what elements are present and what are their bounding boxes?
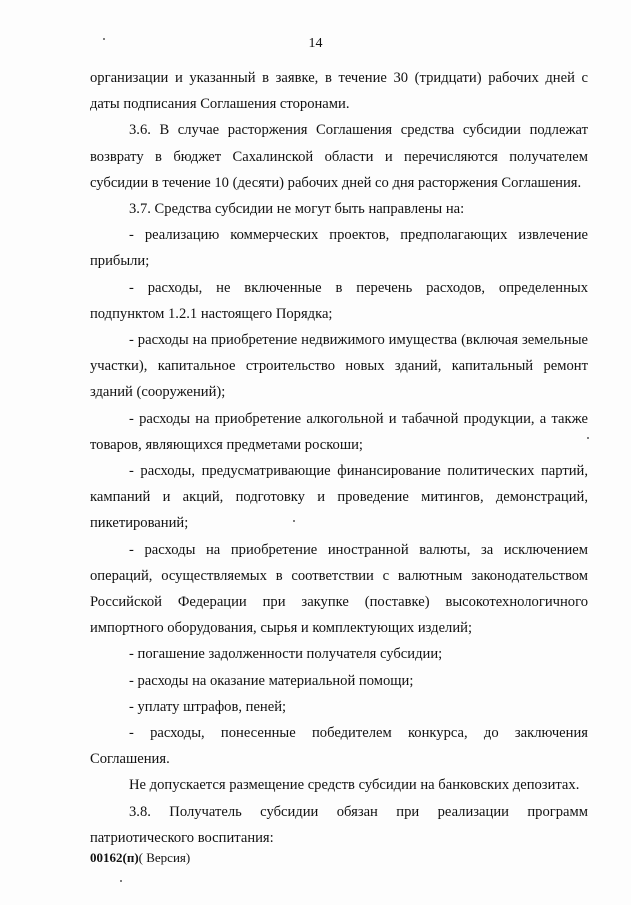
page-number: 14 bbox=[308, 36, 323, 51]
list-item: - расходы, предусматривающие финансирование политических партий, кампаний и акций, подготовку и проведение митингов, демонстраций, пикетирований; bbox=[90, 463, 588, 532]
list-item: - расходы на приобретение недвижимого имущества (включая земельные участки), капитальное строительство новых зданий, капитальный ремонт зданий (сооружений); bbox=[90, 332, 588, 401]
paragraph: 3.8. Получатель субсидии обязан при реализации программ патриотического воспитания: bbox=[90, 803, 588, 846]
scan-speck bbox=[120, 880, 122, 882]
scan-speck bbox=[103, 38, 105, 40]
document-footer bbox=[90, 850, 190, 866]
document-version: ( Версия) bbox=[138, 850, 191, 865]
document-code: 00162(п) bbox=[90, 850, 139, 865]
list-item: - реализацию коммерческих проектов, предполагающих извлечение прибыли; bbox=[90, 227, 588, 270]
list-item: - погашение задолженности получателя субсидии; bbox=[129, 646, 443, 663]
list-item: - уплату штрафов, пеней; bbox=[129, 698, 287, 715]
paragraph: организации и указанный в заявке, в течение 30 (тридцати) рабочих дней с даты подписания Соглашения сторонами. bbox=[90, 70, 588, 113]
scan-speck bbox=[293, 520, 295, 522]
document-body bbox=[90, 65, 588, 851]
list-item: - расходы, понесенные победителем конкурса, до заключения Соглашения. bbox=[90, 725, 588, 768]
paragraph: Не допускается размещение средств субсидии на банковских депозитах. bbox=[129, 777, 580, 794]
scan-speck bbox=[587, 437, 589, 439]
paragraph: 3.6. В случае расторжения Соглашения средства субсидии подлежат возврату в бюджет Сахалинской области и перечисляются получателем субсидии в течение 10 (десяти) рабочих дней со дня расторжения Соглашения. bbox=[90, 122, 588, 191]
list-item: - расходы на оказание материальной помощи; bbox=[129, 672, 414, 689]
list-item: - расходы на приобретение алкогольной и табачной продукции, а также товаров, являющихся предметами роскоши; bbox=[90, 410, 588, 453]
list-item: - расходы, не включенные в перечень расходов, определенных подпунктом 1.2.1 настоящего Порядка; bbox=[90, 279, 588, 322]
list-item: - расходы на приобретение иностранной валюты, за исключением операций, осуществляемых в соответствии с валютным законодательством Российской Федерации при закупке (поставке) высокотехнологичного импортного оборудования, сырья и комплектующих изделий; bbox=[90, 541, 588, 637]
paragraph: 3.7. Средства субсидии не могут быть направлены на: bbox=[129, 201, 465, 218]
